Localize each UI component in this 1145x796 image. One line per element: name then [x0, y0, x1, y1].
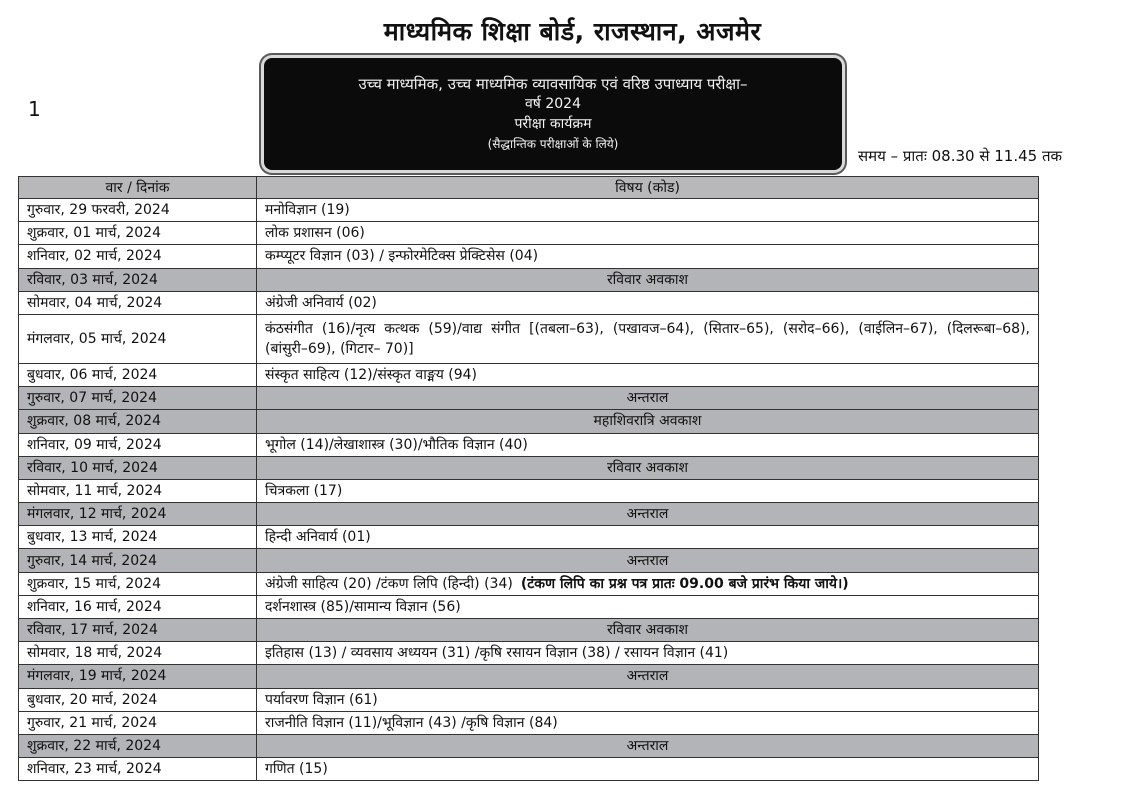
table-row [19, 291, 1039, 314]
exam-date: सोमवार, 18 मार्च, 2024 [19, 642, 257, 665]
holiday-label [257, 503, 1039, 526]
exam-subject [257, 291, 1039, 314]
subject-text: हिन्दी अनिवार्य (01) [265, 529, 371, 546]
table-row [19, 595, 1039, 618]
subject-text: अन्तराल [626, 668, 669, 685]
exam-subject [257, 642, 1039, 665]
subject-text: चित्रकला (17) [265, 482, 343, 499]
subject-text: इतिहास (13) / व्यवसाय अध्ययन (31) /कृषि रसायन विज्ञान (38) / रसायन विज्ञान (41) [265, 645, 729, 662]
holiday-label [257, 619, 1039, 642]
exam-subject [257, 433, 1039, 456]
exam-subject [257, 595, 1039, 618]
subject-text: महाशिवरात्रि अवकाश [593, 413, 702, 430]
table-row [19, 314, 1039, 363]
table-row [19, 222, 1039, 245]
holiday-label [257, 734, 1039, 757]
subject-text: अंग्रेजी अनिवार्य (02) [265, 294, 377, 311]
holiday-label [257, 456, 1039, 479]
holiday-label [257, 549, 1039, 572]
exam-date: बुधवार, 06 मार्च, 2024 [19, 363, 257, 386]
holiday-row [19, 503, 1039, 526]
subject-note: (टंकण लिपि का प्रश्न पत्र प्रातः 09.00 बजे प्रारंभ किया जाये।) [520, 575, 849, 592]
exam-date: शुक्रवार, 22 मार्च, 2024 [19, 734, 257, 757]
exam-subject [257, 526, 1039, 549]
exam-date: गुरुवार, 21 मार्च, 2024 [19, 711, 257, 734]
holiday-row [19, 665, 1039, 688]
exam-date: बुधवार, 20 मार्च, 2024 [19, 688, 257, 711]
table-row [19, 572, 1039, 595]
exam-subject [257, 222, 1039, 245]
exam-date: शुक्रवार, 15 मार्च, 2024 [19, 572, 257, 595]
subject-text: पर्यावरण विज्ञान (61) [265, 691, 378, 708]
subject-text: रविवार अवकाश [606, 459, 689, 476]
exam-subject [257, 199, 1039, 222]
board-title: माध्यमिक शिक्षा बोर्ड, राजस्थान, अजमेर [383, 17, 762, 46]
exam-date: बुधवार, 13 मार्च, 2024 [19, 526, 257, 549]
exam-banner [264, 58, 842, 170]
banner-year: वर्ष 2024 [525, 96, 581, 112]
exam-date: सोमवार, 11 मार्च, 2024 [19, 479, 257, 502]
exam-date: शुक्रवार, 01 मार्च, 2024 [19, 222, 257, 245]
subject-text: अन्तराल [626, 506, 669, 523]
exam-date: सोमवार, 04 मार्च, 2024 [19, 291, 257, 314]
exam-date: मंगलवार, 05 मार्च, 2024 [19, 314, 257, 363]
exam-date: मंगलवार, 19 मार्च, 2024 [19, 665, 257, 688]
subject-text: अन्तराल [626, 552, 669, 569]
exam-subject [257, 479, 1039, 502]
subject-text: कंठसंगीत (16)/नृत्य कत्थक (59)/वाद्य संगीत [(तबला–63), (पखावज–64), (सितार–65), (सरोद–66), (वाईलिन–67), (दिलरूबा–68), (बांसुरी–69), (गिटार– 70)] [265, 320, 1030, 357]
banner-exam-name: उच्च माध्यमिक, उच्च माध्यमिक व्यावसायिक एवं वरिष्ठ उपाध्याय परीक्षा– [358, 75, 748, 93]
table-row [19, 363, 1039, 386]
exam-schedule-table [18, 176, 1039, 781]
exam-subject [257, 711, 1039, 734]
exam-date: शनिवार, 09 मार्च, 2024 [19, 433, 257, 456]
subject-text: कम्प्यूटर विज्ञान (03) / इन्फोरमेटिक्स प्रेक्टिसेस (04) [265, 248, 539, 265]
table-row [19, 479, 1039, 502]
table-row [19, 526, 1039, 549]
subject-text: राजनीति विज्ञान (11)/भूविज्ञान (43) /कृषि विज्ञान (84) [265, 714, 558, 731]
exam-subject [257, 314, 1039, 363]
exam-date: शनिवार, 23 मार्च, 2024 [19, 758, 257, 781]
subject-text: मनोविज्ञान (19) [265, 202, 350, 219]
table-row [19, 688, 1039, 711]
subject-text: गणित (15) [265, 761, 328, 778]
subject-text: रविवार अवकाश [606, 622, 689, 639]
exam-subject [257, 245, 1039, 268]
holiday-label [257, 665, 1039, 688]
table-row [19, 433, 1039, 456]
exam-date: मंगलवार, 12 मार्च, 2024 [19, 503, 257, 526]
holiday-row [19, 410, 1039, 433]
column-header-day-date: वार / दिनांक [19, 177, 257, 199]
holiday-label [257, 410, 1039, 433]
subject-text: संस्कृत साहित्य (12)/संस्कृत वाङ्मय (94) [265, 367, 477, 384]
table-row [19, 245, 1039, 268]
holiday-label [257, 387, 1039, 410]
exam-date: शनिवार, 16 मार्च, 2024 [19, 595, 257, 618]
table-header-row [19, 177, 1039, 199]
holiday-row [19, 268, 1039, 291]
table-row [19, 642, 1039, 665]
column-header-subject: विषय (कोड) [257, 177, 1039, 199]
table-row [19, 199, 1039, 222]
exam-subject [257, 363, 1039, 386]
exam-date: शनिवार, 02 मार्च, 2024 [19, 245, 257, 268]
holiday-row [19, 619, 1039, 642]
subject-text: अन्तराल [626, 390, 669, 407]
subject-text: अंग्रेजी साहित्य (20) /टंकण लिपि (हिन्दी) (34) [265, 575, 513, 592]
table-row [19, 711, 1039, 734]
banner-programme: परीक्षा कार्यक्रम [514, 116, 592, 132]
page-number: 1 [28, 97, 41, 121]
exam-subject [257, 758, 1039, 781]
holiday-row [19, 734, 1039, 757]
exam-date: रविवार, 10 मार्च, 2024 [19, 456, 257, 479]
exam-subject [257, 572, 1039, 595]
holiday-label [257, 268, 1039, 291]
subject-text: अन्तराल [626, 738, 669, 755]
subject-text: दर्शनशास्त्र (85)/सामान्य विज्ञान (56) [265, 598, 461, 615]
exam-date: रविवार, 03 मार्च, 2024 [19, 268, 257, 291]
exam-date: गुरुवार, 29 फरवरी, 2024 [19, 199, 257, 222]
holiday-row [19, 549, 1039, 572]
holiday-row [19, 456, 1039, 479]
exam-date: रविवार, 17 मार्च, 2024 [19, 619, 257, 642]
exam-date: शुक्रवार, 08 मार्च, 2024 [19, 410, 257, 433]
table-row [19, 758, 1039, 781]
exam-date: गुरुवार, 14 मार्च, 2024 [19, 549, 257, 572]
subject-text: लोक प्रशासन (06) [265, 225, 365, 242]
exam-subject [257, 688, 1039, 711]
banner-note: (सैद्धान्तिक परीक्षाओं के लिये) [487, 137, 619, 151]
holiday-row [19, 387, 1039, 410]
exam-timing: समय – प्रातः 08.30 से 11.45 तक [858, 147, 1063, 165]
subject-text: भूगोल (14)/लेखाशास्त्र (30)/भौतिक विज्ञान (40) [265, 436, 528, 453]
subject-text: रविवार अवकाश [606, 271, 689, 288]
exam-date: गुरुवार, 07 मार्च, 2024 [19, 387, 257, 410]
